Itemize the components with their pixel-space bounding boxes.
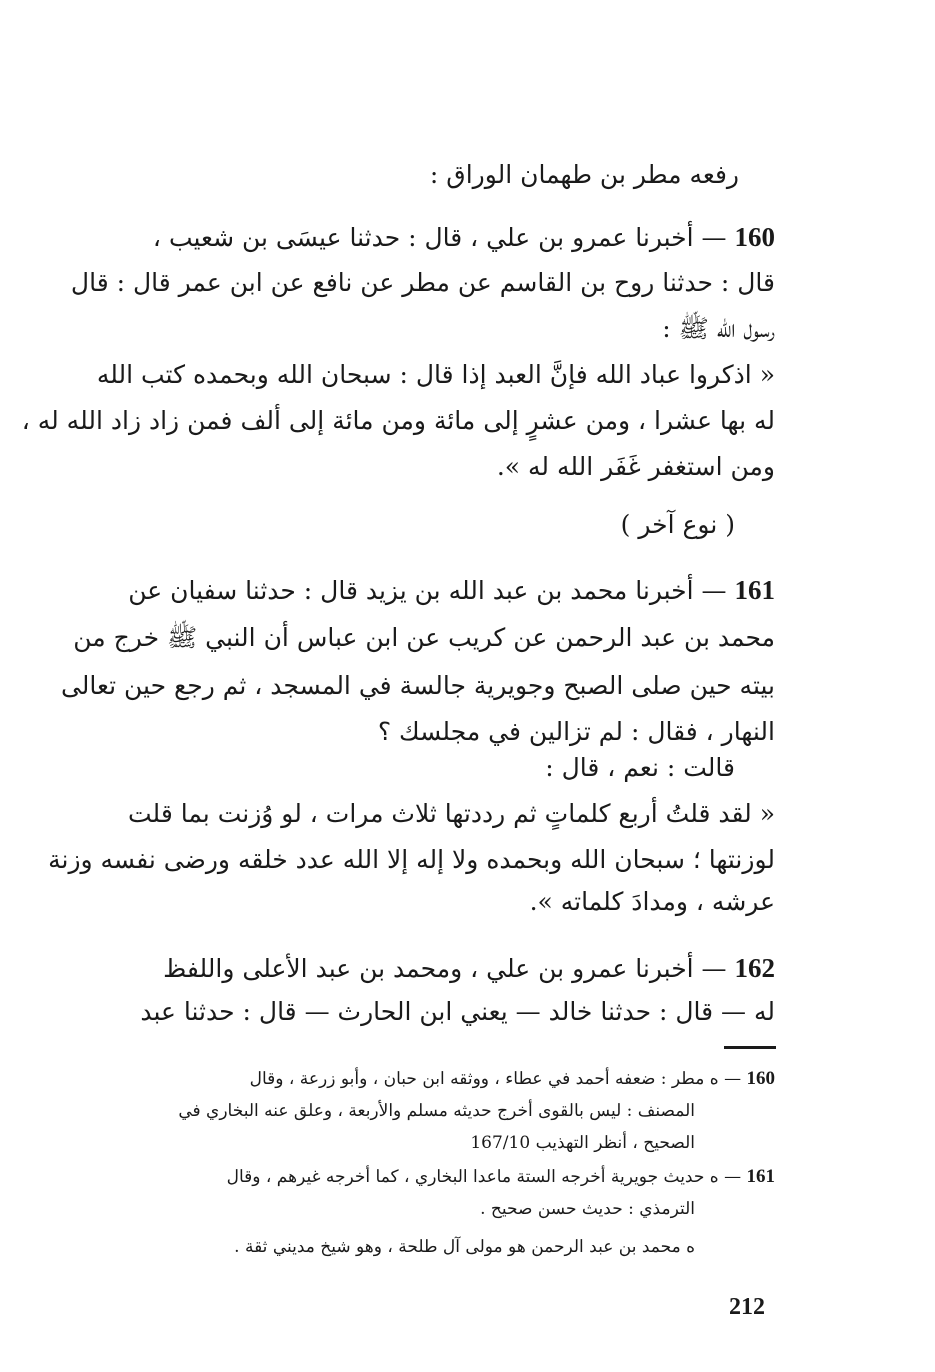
footnote-marker: ه xyxy=(709,1069,719,1089)
hadith-160-line-1 xyxy=(152,217,775,258)
hadith-161-line-1 xyxy=(128,570,775,611)
hadith-161-line-5: قالت : نعم ، قال : xyxy=(545,753,735,782)
footnote-extra-line-1 xyxy=(234,1232,695,1262)
footnote-marker: ه xyxy=(709,1167,719,1187)
hadith-161-line-7: لوزنتها ؛ سبحان الله وبحمده ولا إله إلا الله عدد خلقه ورضى نفسه وزنة xyxy=(48,845,775,874)
footnote-text: مطر : ضعفه أحمد في عطاء ، ووثقه ابن حبان ، وأبو زرعة ، وقال xyxy=(249,1069,705,1089)
footnote-text: حديث جويرية أخرجه الستة ماعدا البخاري ، كما أخرجه غيرهم ، وقال xyxy=(226,1167,705,1187)
footnote-marker: ه xyxy=(686,1237,695,1257)
footnote-number: 161 xyxy=(746,1166,775,1187)
section-heading: رفعه مطر بن طهمان الوراق : xyxy=(429,160,739,189)
footnote-text: محمد بن عبد الرحمن هو مولى آل طلحة ، وهو شيخ مديني ثقة . xyxy=(234,1237,681,1257)
hadith-number: 162 xyxy=(734,953,775,983)
footnote-160-line-3: الصحيح ، أنظر التهذيب 167/10 xyxy=(470,1133,695,1153)
hadith-160-line-3: رسول الله ﷺ : xyxy=(662,314,775,343)
hadith-text: أخبرنا عمرو بن علي ، قال : حدثنا عيسَى بن شعيب ، xyxy=(152,223,694,252)
page-number: 212 xyxy=(729,1294,765,1320)
hadith-161-line-8: عرشه ، ومدادَ كلماته ». xyxy=(529,887,775,916)
hadith-162-line-2: له — قال : حدثنا خالد — يعني ابن الحارث — قال : حدثنا عبد xyxy=(140,997,775,1026)
hadith-161-line-4: النهار ، فقال : لم تزالين في مجلسك ؟ xyxy=(377,717,775,746)
hadith-dash: — xyxy=(701,576,727,605)
footnote-dash: — xyxy=(724,1167,742,1187)
hadith-162-line-1 xyxy=(165,948,775,989)
footnote-number: 160 xyxy=(746,1068,775,1089)
hadith-160-line-4: « اذكروا عباد الله فإنَّ العبد إذا قال : سبحان الله وبحمده كتب الله xyxy=(96,360,775,389)
hadith-dash: — xyxy=(701,954,727,983)
hadith-161-line-6: « لقد قلتُ أربع كلماتٍ ثم رددتها ثلاث مرات ، لو وُزنت بما قلت xyxy=(128,799,775,828)
hadith-number: 160 xyxy=(734,222,775,252)
hadith-dash: — xyxy=(701,223,727,252)
hadith-160-line-6: ومن استغفر غَفَر الله له ». xyxy=(496,452,775,481)
hadith-161-line-2: محمد بن عبد الرحمن عن كريب عن ابن عباس أن النبي ﷺ خرج من xyxy=(73,623,775,652)
footnote-dash: — xyxy=(724,1069,742,1089)
hadith-text: أخبرنا محمد بن عبد الله بن يزيد قال : حدثنا سفيان عن xyxy=(128,576,694,605)
footnote-separator xyxy=(724,1046,776,1049)
footnote-161-line-1 xyxy=(227,1162,775,1192)
hadith-text: أخبرنا عمرو بن علي ، ومحمد بن عبد الأعلى واللفظ xyxy=(163,954,694,983)
hadith-160-line-5: له بها عشرا ، ومن عشرٍ إلى مائة ومن مائة إلى ألف فمن زاد زاد الله له ، xyxy=(21,406,775,435)
footnote-160-line-2: المصنف : ليس بالقوى أخرج حديثه مسلم والأربعة ، وعلق عنه البخاري في xyxy=(178,1101,695,1121)
section-title: ( نوع آخر ) xyxy=(620,510,735,539)
hadith-161-line-3: بيته حين صلى الصبح وجويرية جالسة في المسجد ، ثم رجع حين تعالى xyxy=(60,671,775,700)
hadith-160-line-2: قال : حدثنا روح بن القاسم عن مطر عن نافع عن ابن عمر قال : قال xyxy=(70,268,775,297)
footnote-161-line-2: الترمذي : حديث حسن صحيح . xyxy=(480,1199,695,1219)
hadith-number: 161 xyxy=(734,575,775,605)
footnote-160-line-1 xyxy=(250,1064,775,1094)
